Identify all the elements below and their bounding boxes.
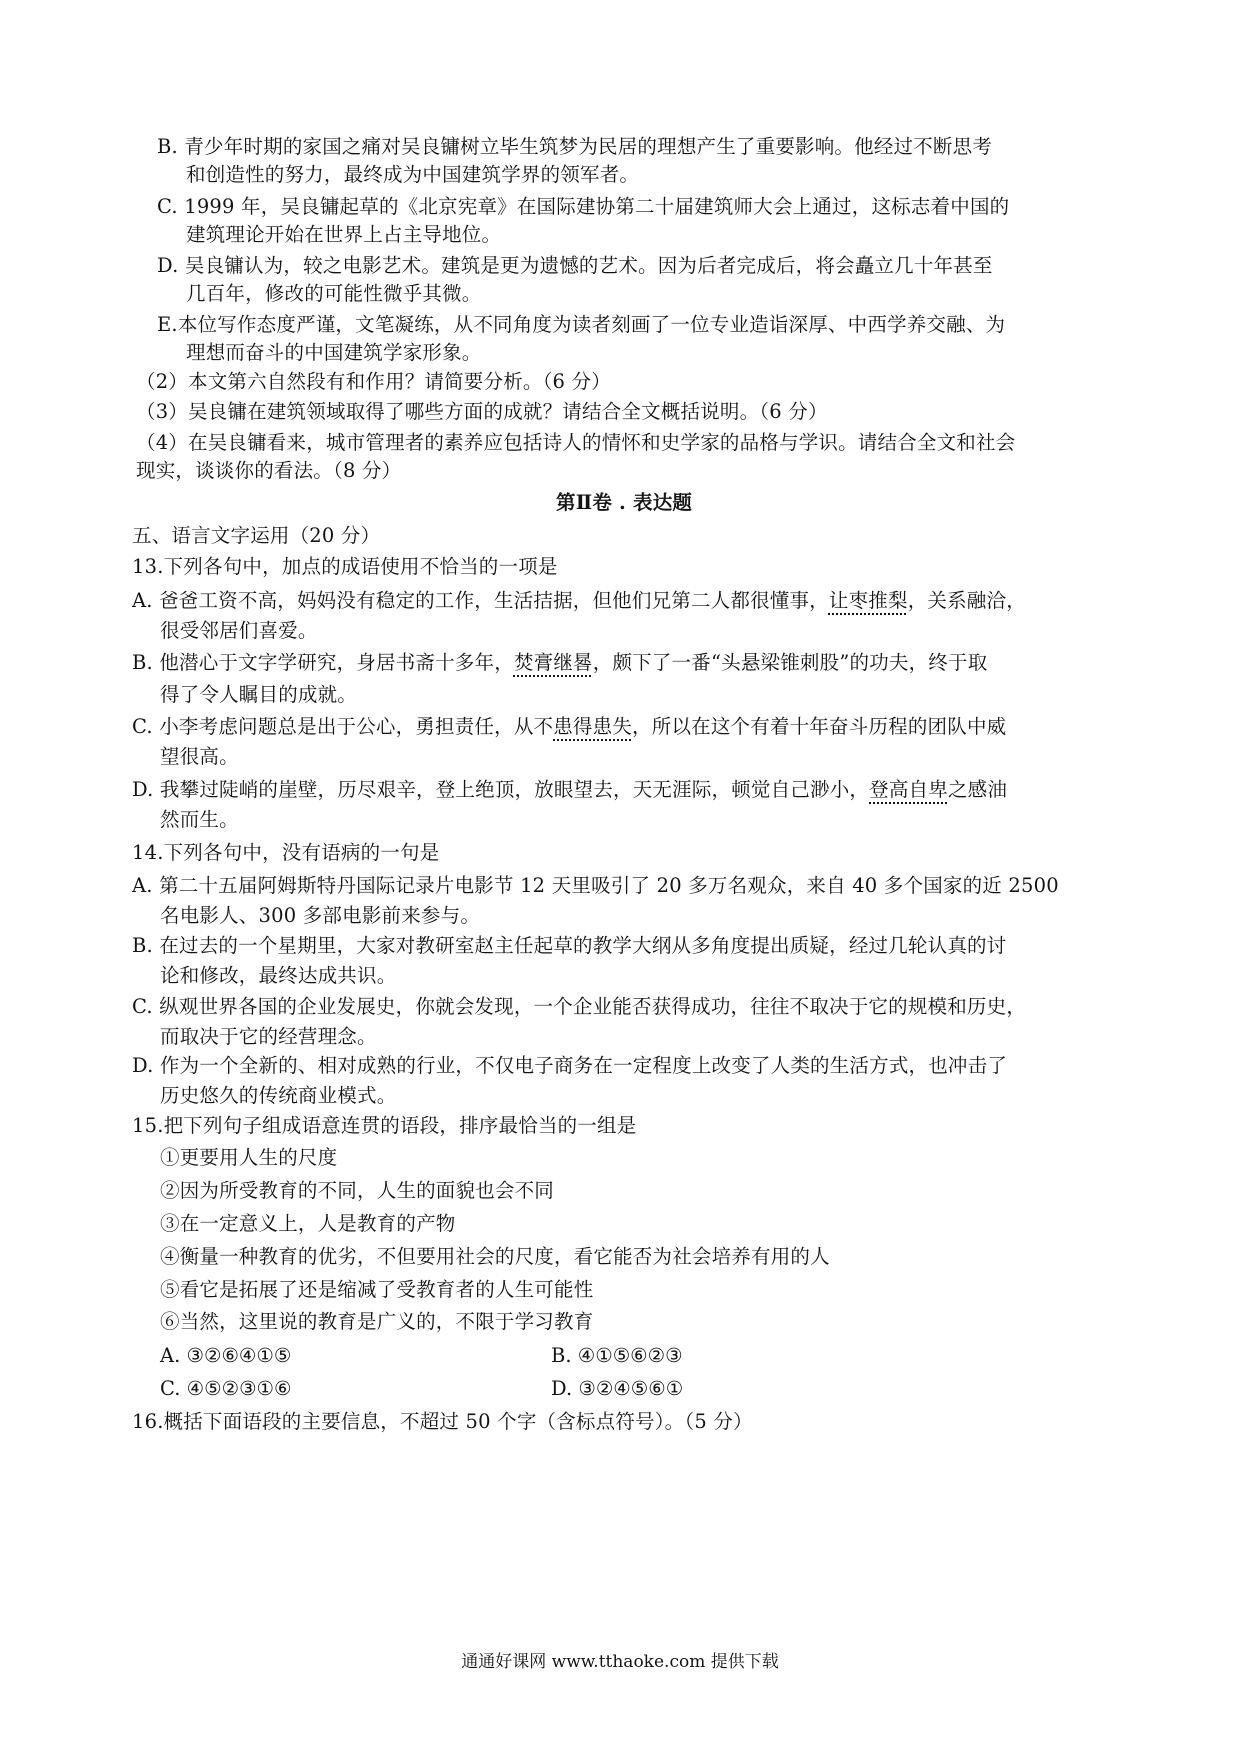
q14-option-c-line2: 而取决于它的经营理念。 <box>160 1025 377 1048</box>
q12-sub-question-2: （2）本文第六自然段有和作用？请简要分析。（6 分） <box>136 370 611 393</box>
q12-option-c-line1: C. 1999 年，吴良镛起草的《北京宪章》在国际建协第二十届建筑师大会上通过，这标志着中国的 <box>157 195 1010 218</box>
q13-option-a-post: ，关系融洽， <box>907 589 1026 612</box>
page-footer: 通通好课网 www.tthaoke.com 提供下载 <box>461 1652 779 1672</box>
q13-option-d-line2: 然而生。 <box>160 808 239 831</box>
q14-option-a-line1: A. 第二十五届阿姆斯特丹国际记录片电影节 12 天里吸引了 20 多万名观众，来自 40 多个国家的近 2500 <box>132 874 1059 897</box>
q13-option-a-pre: A. 爸爸工资不高，妈妈没有稳定的工作，生活拮据，但他们兄第二人都很懂事， <box>132 589 829 612</box>
q12-option-d-line1: D. 吴良镛认为，较之电影艺术。建筑是更为遗憾的艺术。因为后者完成后，将会矗立几十年甚至 <box>157 254 993 277</box>
q13-option-a-line1 <box>132 587 1026 615</box>
q13-option-c-pre: C. 小李考虑问题总是出于公心，勇担责任，从不 <box>132 715 554 738</box>
q14-option-a-line2: 名电影人、300 多部电影前来参与。 <box>160 904 481 927</box>
q15-option-d: D. ③②④⑤⑥① <box>551 1377 684 1400</box>
q13-option-a-idiom: 让枣推梨 <box>828 589 908 612</box>
q16-stem: 16.概括下面语段的主要信息，不超过 50 个字（含标点符号）。（5 分） <box>132 1410 753 1433</box>
section-title: 第Ⅱ卷 . 表达题 <box>556 491 693 514</box>
q13-option-d-post: 之感油 <box>947 778 1008 801</box>
q13-option-a-line2: 很受邻居们喜爱。 <box>160 619 318 642</box>
q15-option-b: B. ④①⑤⑥②③ <box>551 1344 683 1367</box>
q13-option-b-idiom: 焚膏继晷 <box>513 651 593 674</box>
q14-option-c-line1: C. 纵观世界各国的企业发展史，你就会发现，一个企业能否获得成功，往往不取决于它的规模和历史， <box>132 995 1027 1018</box>
q13-stem: 13.下列各句中，加点的成语使用不恰当的一项是 <box>132 555 558 578</box>
part-five-title: 五、语言文字运用（20 分） <box>132 524 381 547</box>
q13-option-d-line1 <box>132 776 1007 804</box>
q12-option-b-line2: 和创造性的努力，最终成为中国建筑学界的领军者。 <box>186 163 640 186</box>
q15-sentence-6: ⑥当然，这里说的教育是广义的，不限于学习教育 <box>160 1310 594 1333</box>
q13-option-b-post: ，颇下了一番“头悬梁锥刺股”的功夫，终于取 <box>592 651 988 674</box>
q15-sentence-2: ②因为所受教育的不同，人生的面貌也会不同 <box>160 1179 555 1202</box>
q12-sub-question-3: （3）吴良镛在建筑领域取得了哪些方面的成就？请结合全文概括说明。（6 分） <box>136 400 828 423</box>
q15-option-a: A. ③②⑥④①⑤ <box>160 1344 292 1367</box>
q12-option-c-line2: 建筑理论开始在世界上占主导地位。 <box>186 223 502 246</box>
q12-sub-question-4-line1: （4）在吴良镛看来，城市管理者的素养应包括诗人的情怀和史学家的品格与学识。请结合全文和社会 <box>136 431 1016 454</box>
q15-sentence-4: ④衡量一种教育的优劣，不但要用社会的尺度，看它能否为社会培养有用的人 <box>160 1245 830 1268</box>
q12-option-b-line1: B. 青少年时期的家国之痛对吴良镛树立毕生筑梦为民居的理想产生了重要影响。他经过不断思考 <box>157 135 993 158</box>
q13-option-c-post: ，所以在这个有着十年奋斗历程的团队中威 <box>632 715 1007 738</box>
q15-sentence-3: ③在一定意义上，人是教育的产物 <box>160 1212 456 1235</box>
q13-option-c-line2: 望很高。 <box>160 745 239 768</box>
q12-option-d-line2: 几百年，修改的可能性微乎其微。 <box>186 282 482 305</box>
q12-sub-question-4-line2: 现实，谈谈你的看法。（8 分） <box>136 459 402 482</box>
q14-option-b-line2: 论和修改，最终达成共识。 <box>160 964 397 987</box>
q14-option-d-line2: 历史悠久的传统商业模式。 <box>160 1084 397 1107</box>
q14-option-b-line1: B. 在过去的一个星期里，大家对教研室赵主任起草的教学大纲从多角度提出质疑，经过几轮认真的讨 <box>132 934 1007 957</box>
q13-option-b-pre: B. 他潜心于文字学研究，身居书斋十多年， <box>132 651 514 674</box>
q13-option-c-idiom: 患得患失 <box>553 715 633 738</box>
q15-sentence-1: ①更要用人生的尺度 <box>160 1146 338 1169</box>
q13-option-d-pre: D. 我攀过陡峭的崖壁，历尽艰辛，登上绝顶，放眼望去，天无涯际，顿觉自己渺小， <box>132 778 870 801</box>
q12-option-e-line2: 理想而奋斗的中国建筑学家形象。 <box>186 341 482 364</box>
q13-option-c-line1 <box>132 713 1006 741</box>
q15-stem: 15.把下列句子组成语意连贯的语段，排序最恰当的一组是 <box>132 1114 637 1137</box>
q13-option-d-idiom: 登高自卑 <box>869 778 948 801</box>
q14-stem: 14.下列各句中，没有语病的一句是 <box>132 841 440 864</box>
q14-option-d-line1: D. 作为一个全新的、相对成熟的行业，不仅电子商务在一定程度上改变了人类的生活方式，也冲击了 <box>132 1054 1008 1077</box>
q13-option-b-line2: 得了令人瞩目的成就。 <box>160 683 358 706</box>
q15-option-c: C. ④⑤②③①⑥ <box>160 1377 292 1400</box>
q12-option-e-line1: E.本位写作态度严谨，文笔凝练，从不同角度为读者刻画了一位专业造诣深厚、中西学养交融、为 <box>157 313 1006 336</box>
q13-option-b-line1 <box>132 649 987 677</box>
q15-sentence-5: ⑤看它是拓展了还是缩减了受教育者的人生可能性 <box>160 1278 594 1301</box>
